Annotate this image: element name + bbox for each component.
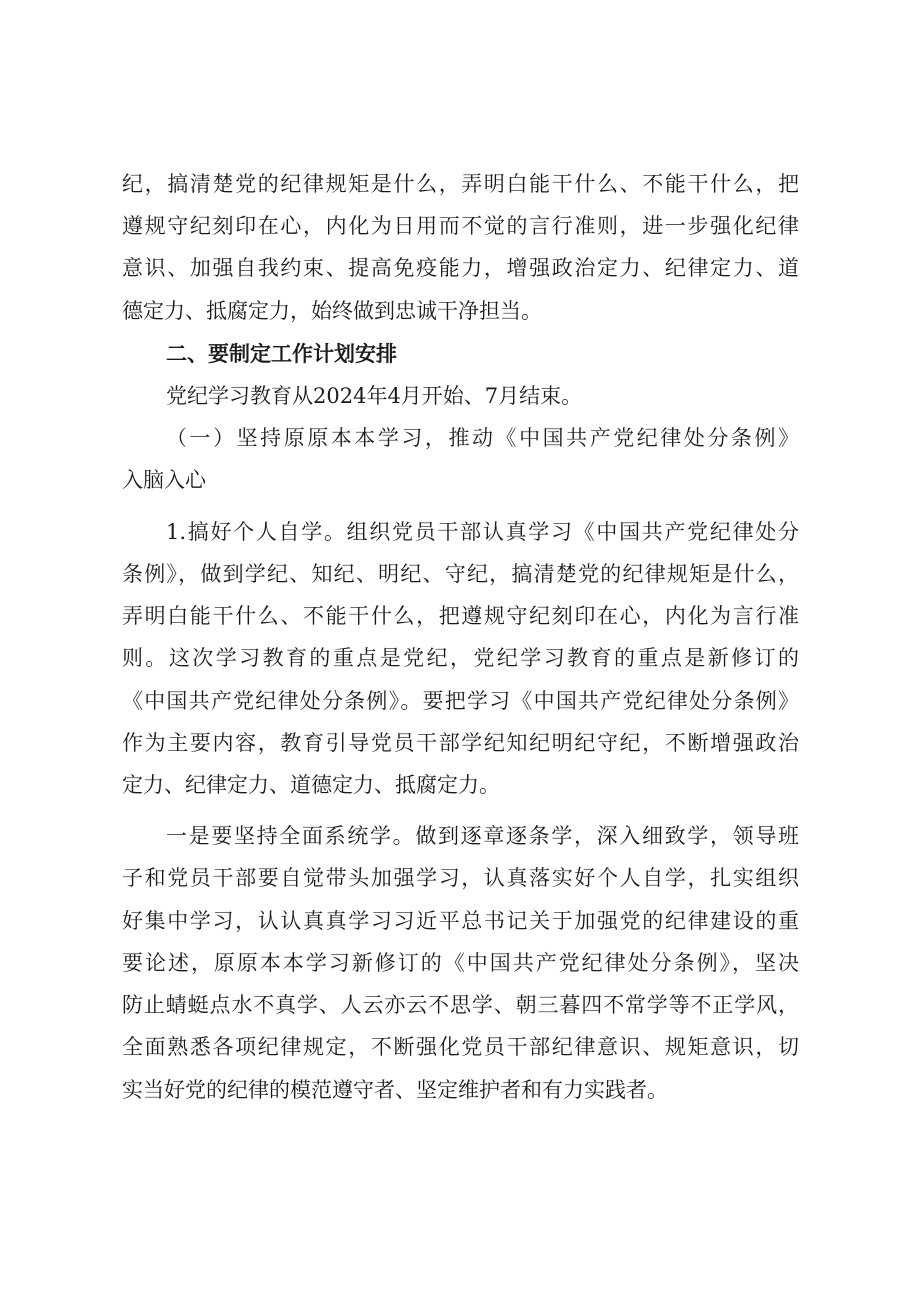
text-line: 定力、纪律定力、道德定力、抵腐定力。 (122, 773, 500, 797)
text-line: （一）坚持原原本本学习，推动《中国共产党纪律处分条例》 (166, 426, 799, 450)
text-line: 全面熟悉各项纪律规定，不断强化党员干部纪律意识、规矩意识，切 (122, 1035, 799, 1059)
text-line: 遵规守纪刻印在心，内化为日用而不觉的言行准则，进一步强化纪律 (122, 214, 799, 238)
text-line: 一是要坚持全面系统学。做到逐章逐条学，深入细致学，领导班 (166, 824, 799, 848)
text-line: 作为主要内容，教育引导党员干部学纪知纪明纪守纪，不断增强政治 (122, 731, 799, 755)
text-line: 德定力、抵腐定力，始终做到忠诚干净担当。 (122, 299, 542, 323)
section-heading: 二、要制定工作计划安排 (166, 342, 397, 366)
text-line: 纪，搞清楚党的纪律规矩是什么，弄明白能干什么、不能干什么，把 (122, 172, 799, 196)
text-line: 实当好党的纪律的模范遵守者、坚定维护者和有力实践者。 (122, 1078, 668, 1102)
text-line: 《中国共产党纪律处分条例》。要把学习《中国共产党纪律处分条例》 (122, 689, 799, 713)
text-line: 条例》，做到学纪、知纪、明纪、守纪，搞清楚党的纪律规矩是什么， (122, 562, 799, 586)
paragraph-timeline: 党纪学习教育从2024年4月开始、7月结束。 (166, 384, 583, 408)
text-line: 要论述，原原本本学习新修订的《中国共产党纪律处分条例》，坚决 (122, 951, 799, 975)
text-line: 则。这次学习教育的重点是党纪，党纪学习教育的重点是新修订的 (122, 646, 799, 670)
text-line: 入脑入心 (122, 468, 206, 492)
text-line: 子和党员干部要自觉带头加强学习，认真落实好个人自学，扎实组织 (122, 866, 799, 890)
text-line: 意识、加强自我约束、提高免疫能力，增强政治定力、纪律定力、道 (122, 256, 799, 280)
text-line: 好集中学习，认认真真学习习近平总书记关于加强党的纪律建设的重 (122, 909, 799, 933)
text-line: 防止蜻蜓点水不真学、人云亦云不思学、朝三暮四不常学等不正学风， (122, 993, 799, 1017)
text-line: 弄明白能干什么、不能干什么，把遵规守纪刻印在心，内化为言行准 (122, 604, 799, 628)
text-line: 1.搞好个人自学。组织党员干部认真学习《中国共产党纪律处分 (166, 520, 799, 544)
